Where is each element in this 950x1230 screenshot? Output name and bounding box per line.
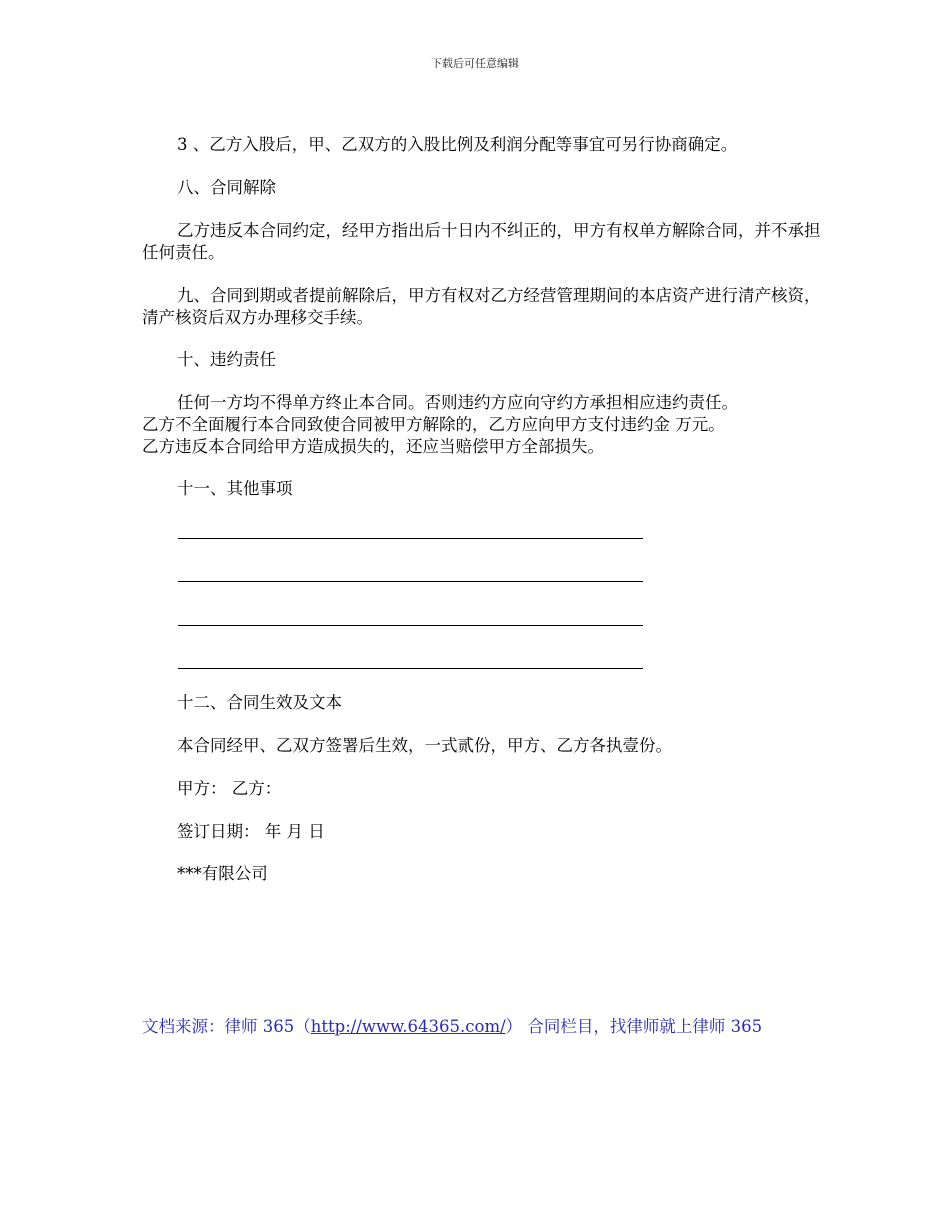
signature-parties: 甲方： 乙方：	[177, 779, 282, 798]
heading-contract-termination: 八、合同解除	[177, 178, 276, 197]
blank-line	[178, 668, 643, 669]
signing-date: 签订日期： 年 月 日	[177, 822, 325, 841]
source-suffix: ） 合同栏目，找律师就上律师 365	[505, 1017, 763, 1036]
breach-line-2: 乙方不全面履行本合同致使合同被甲方解除的，乙方应向甲方支付违约金 万元。	[142, 415, 725, 434]
paragraph-breach-liability	[142, 392, 826, 458]
heading-other-matters: 十一、其他事项	[177, 479, 293, 498]
paragraph-copies: 本合同经甲、乙双方签署后生效，一式贰份，甲方、乙方各执壹份。	[177, 736, 672, 755]
paragraph-share-ratio: 3 、乙方入股后，甲、乙双方的入股比例及利润分配等事宜可另行协商确定。	[177, 135, 738, 154]
blank-line	[178, 581, 643, 582]
blank-line	[178, 625, 643, 626]
heading-effectiveness: 十二、合同生效及文本	[177, 693, 342, 712]
heading-breach-liability: 十、违约责任	[177, 350, 276, 369]
blank-line	[178, 538, 643, 539]
breach-line-1: 任何一方均不得单方终止本合同。否则违约方应向守约方承担相应违约责任。	[177, 393, 738, 412]
source-link[interactable]: http://www.64365.com/	[310, 1017, 506, 1036]
paragraph-asset-audit: 九、合同到期或者提前解除后，甲方有权对乙方经营管理期间的本店资产进行清产核资，清产核资后双方办理移交手续。	[142, 286, 821, 327]
paragraph-termination-terms: 乙方违反本合同约定，经甲方指出后十日内不纠正的，甲方有权单方解除合同，并不承担任何责任。	[142, 221, 821, 262]
document-source	[142, 1013, 762, 1037]
breach-line-3: 乙方违反本合同给甲方造成损失的，还应当赔偿甲方全部损失。	[142, 437, 604, 456]
page-header-note: 下载后可任意编辑	[431, 57, 519, 70]
company-name: ***有限公司	[177, 864, 268, 883]
source-prefix: 文档来源：律师 365（	[142, 1017, 311, 1036]
